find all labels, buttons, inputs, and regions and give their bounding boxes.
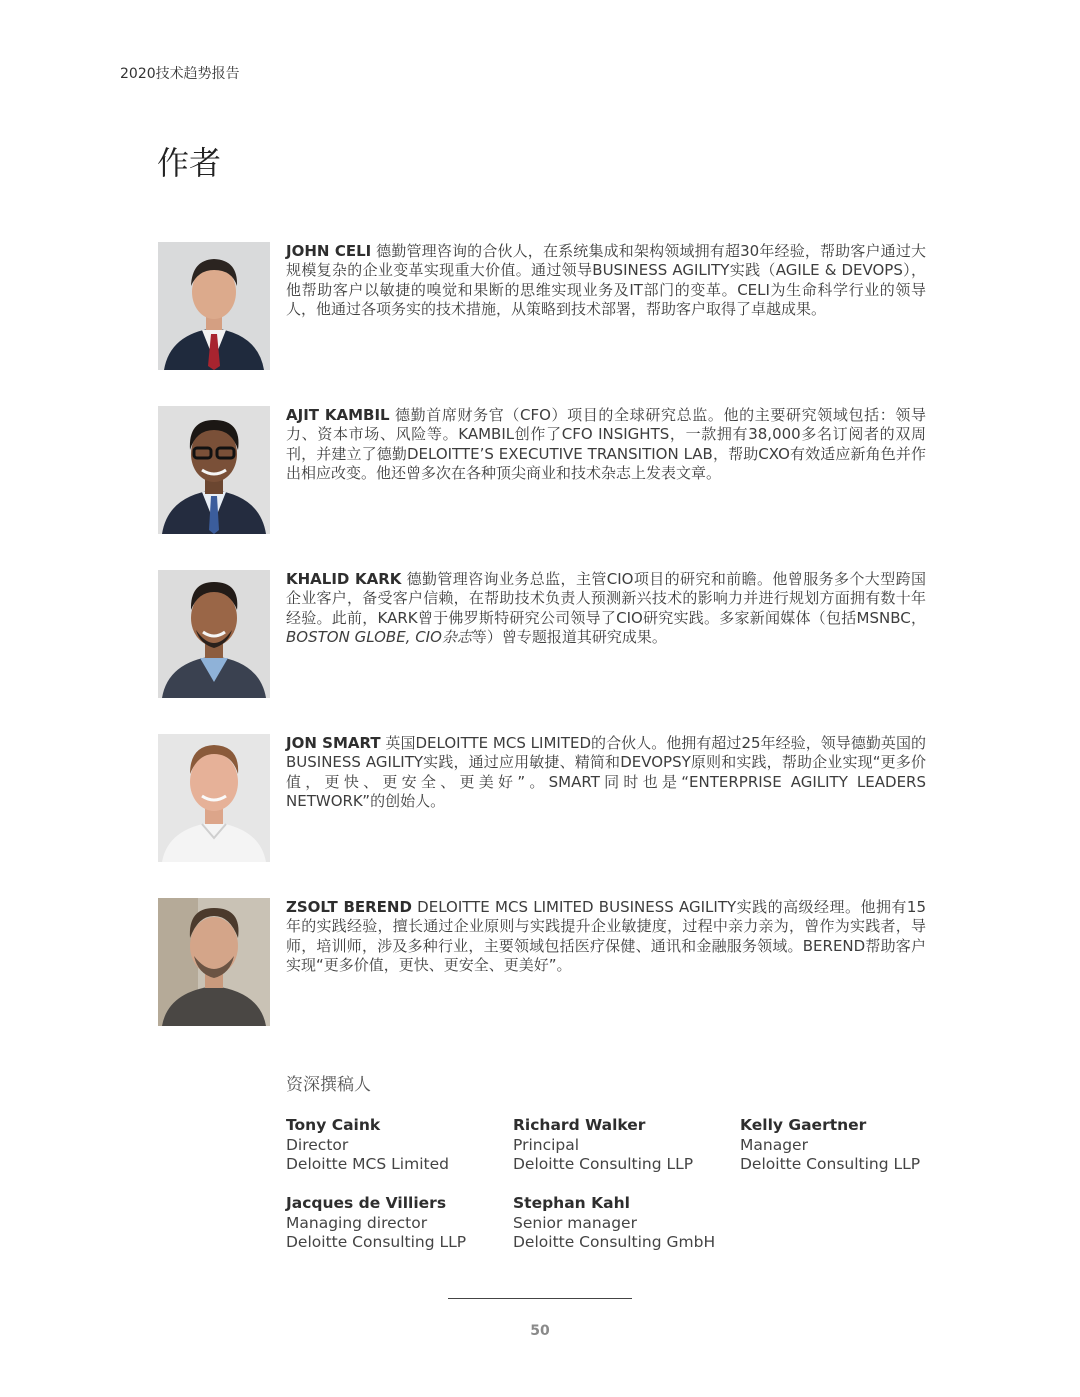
publication-names: BOSTON GLOBE, CIO杂志 [286,628,472,647]
author-photo [158,242,270,370]
author-name: ZSOLT BEREND [286,898,412,916]
author-bio-text: 英国DELOITTE MCS LIMITED的合伙人。他拥有超过25年经验，领导德勤英国的BUSINESS AGILITY实践，通过应用敏捷、精简和DEVOPSY原则和实践，帮助企业实现“更多价值，更快、更安全、更美好”。SMART同时也是“ENTERPRISE AGILITY LEADERS NETWORK”的创始人。 [286,734,926,811]
author-photo [158,406,270,534]
author-bio [286,406,926,484]
author-bio-text: 德勤管理咨询业务总监，主管CIO项目的研究和前瞻。他曾服务多个大型跨国企业客户，备受客户信赖，在帮助技术负责人预测新兴技术的影响力并进行规划方面拥有数十年经验。此前，KARK曾于佛罗斯特研究公司领导了CIO研究实践。多家新闻媒体（包括MSNBC， [286,570,926,627]
author-name: JOHN CELI [286,242,372,260]
contributor-name: Tony Caink [286,1116,381,1134]
contributor-org: Deloitte Consulting LLP [286,1233,467,1251]
contributor-org: Deloitte Consulting GmbH [513,1233,716,1251]
contributor-name: Kelly Gaertner [740,1116,867,1134]
author-bio [286,242,926,320]
contributor-title: Director [286,1135,349,1154]
author-bio [286,734,926,812]
author-bio-text: DELOITTE MCS LIMITED BUSINESS AGILITY实践的高级经理。他拥有15年的实践经验，擅长通过企业原则与实践提升企业敏捷度，过程中亲力亲为，曾作为实践者，导师，培训师，涉及多种行业，主要领域包括医疗保健、通讯和金融服务领域。BEREND帮助客户实现“更多价值，更快、更安全、更美好”。 [286,898,926,975]
author-entry [158,734,928,862]
contributor-title: Principal [513,1135,580,1154]
footer-divider [448,1298,632,1299]
author-bio-text-end: 等）曾专题报道其研究成果。 [471,628,667,647]
contributor [286,1194,511,1253]
contributor-org: Deloitte Consulting LLP [513,1155,694,1173]
contributor-org: Deloitte MCS Limited [286,1155,449,1173]
author-photo [158,734,270,862]
contributors-title: 资深撰稿人 [286,1075,371,1095]
author-bio-text: 德勤管理咨询的合伙人，在系统集成和架构领域拥有超30年经验，帮助客户通过大规模复杂的企业变革实现重大价值。通过领导BUSINESS AGILITY实践（AGILE & DEVOPS），他帮助客户以敏捷的嗅觉和果断的思维实现业务及IT部门的变革。CELI为生命科学行业的领导人，他通过各项务实的技术措施，从策略到技术部署，帮助客户取得了卓越成果。 [286,242,927,319]
author-name: JON SMART [286,734,381,752]
contributor-title: Senior manager [513,1213,637,1232]
author-name: KHALID KARK [286,570,402,588]
author-entry [158,242,928,370]
author-entry [158,406,928,534]
contributor [513,1194,738,1253]
contributor-name: Richard Walker [513,1116,646,1134]
author-bio-text: 德勤首席财务官（CFO）项目的全球研究总监。他的主要研究领域包括：领导力、资本市场、风险等。KAMBIL创作了CFO INSIGHTS，一款拥有38,000多名订阅者的双周刊，并建立了德勤DELOITTE’S EXECUTIVE TRANSITION LAB，帮助CXO有效适应新角色并作出相应改变。他还曾多次在各种顶尖商业和技术杂志上发表文章。 [286,406,926,483]
page-number: 50 [530,1323,550,1339]
contributor-title: Managing director [286,1213,428,1232]
author-photo [158,898,270,1026]
author-bio [286,570,926,648]
contributor-title: Manager [740,1135,808,1154]
report-header: 2020技术趋势报告 [120,66,240,82]
author-name: AJIT KAMBIL [286,406,390,424]
author-entry [158,570,928,698]
contributor [513,1116,738,1175]
contributor [286,1116,511,1175]
author-photo [158,570,270,698]
contributor-name: Jacques de Villiers [286,1194,447,1212]
author-entry [158,898,928,1026]
contributor-org: Deloitte Consulting LLP [740,1155,921,1173]
contributor-name: Stephan Kahl [513,1194,630,1212]
contributor [740,1116,965,1175]
page-title: 作者 [157,144,222,182]
author-bio [286,898,926,976]
